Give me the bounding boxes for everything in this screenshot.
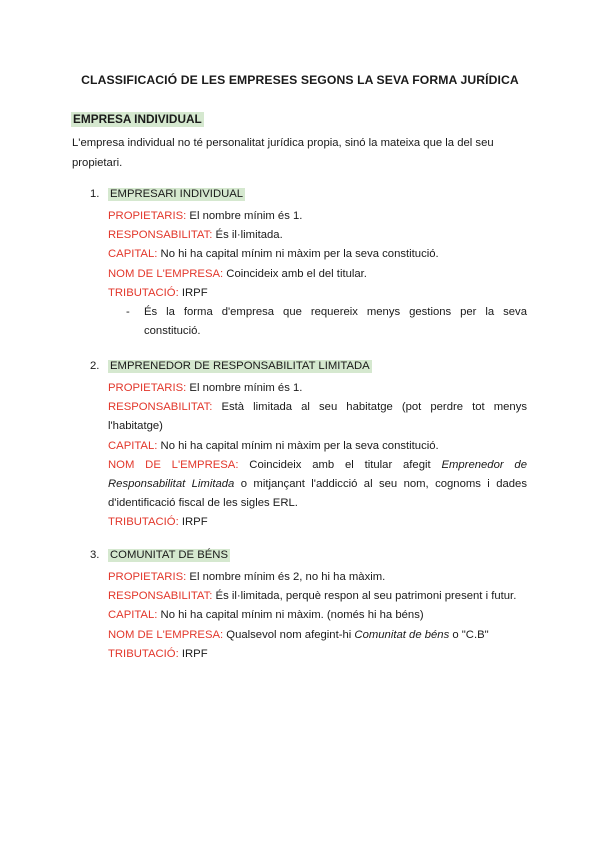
nom-empresa-value: Coincideix amb el del titular. xyxy=(223,267,367,280)
nom-empresa-line xyxy=(108,265,527,284)
sub-bullet xyxy=(126,303,527,341)
section-intro: L'empresa individual no té personalitat jurídica propia, sinó la mateixa que la del seu propietari. xyxy=(72,137,494,169)
responsabilitat-label: RESPONSABILITAT: xyxy=(108,401,213,414)
responsabilitat-label: RESPONSABILITAT: xyxy=(108,229,213,242)
tributacio-label: TRIBUTACIÓ: xyxy=(108,286,179,299)
item-heading: EMPRESARI INDIVIDUAL xyxy=(110,188,244,200)
item-heading: COMUNITAT DE BÉNS xyxy=(110,549,228,561)
item-body xyxy=(108,207,527,341)
nom-empresa-value-a: Coincideix amb el titular afegit xyxy=(238,458,442,471)
nom-empresa-label: NOM DE L'EMPRESA: xyxy=(108,628,224,641)
propietaris-value: El nombre mínim és 1. xyxy=(186,210,303,222)
sub-bullet-text: És la forma d'empresa que requereix menys gestions per la seva constitució. xyxy=(144,306,527,338)
dash-bullet: - xyxy=(126,306,130,319)
capital-label: CAPITAL: xyxy=(108,609,158,622)
responsabilitat-line xyxy=(108,587,527,606)
propietaris-value: El nombre mínim és 1. xyxy=(186,382,303,394)
nom-empresa-italic: Emprenedor de Responsabilitat Limitada xyxy=(108,458,527,491)
responsabilitat-label: RESPONSABILITAT: xyxy=(108,590,213,603)
responsabilitat-value: És il·limitada, perquè respon al seu patrimoni present i futur. xyxy=(212,590,517,603)
nom-empresa-label: NOM DE L'EMPRESA: xyxy=(108,267,224,280)
capital-line xyxy=(108,437,527,456)
propietaris-line xyxy=(108,568,527,587)
capital-value: No hi ha capital mínim ni màxim per la seva constitució. xyxy=(157,439,439,452)
tributacio-value: IRPF xyxy=(178,647,208,660)
list-number: 3. xyxy=(90,549,100,561)
propietaris-value: El nombre mínim és 2, no hi ha màxim. xyxy=(186,571,386,583)
nom-empresa-line xyxy=(108,626,527,645)
page-title: CLASSIFICACIÓ DE LES EMPRESES SEGONS LA SEVA FORMA JURÍDICA xyxy=(81,73,519,87)
tributacio-line xyxy=(108,513,527,532)
tributacio-value: IRPF xyxy=(178,286,208,299)
propietaris-line xyxy=(108,207,527,226)
nom-empresa-line xyxy=(108,456,527,514)
propietaris-label: PROPIETARIS: xyxy=(108,571,187,583)
nom-empresa-italic: Comunitat de béns xyxy=(354,628,450,641)
capital-line xyxy=(108,245,527,264)
nom-empresa-value-b: o "C.B" xyxy=(449,628,489,641)
section-heading xyxy=(71,112,204,126)
responsabilitat-value: És il·limitada. xyxy=(212,229,283,242)
tributacio-line xyxy=(108,645,527,664)
propietaris-label: PROPIETARIS: xyxy=(108,210,187,222)
propietaris-line xyxy=(108,379,527,398)
list-number: 1. xyxy=(90,188,100,200)
responsabilitat-line xyxy=(108,398,527,436)
tributacio-line xyxy=(108,284,527,303)
list-number: 2. xyxy=(90,360,100,372)
tributacio-label: TRIBUTACIÓ: xyxy=(108,516,179,529)
capital-value: No hi ha capital mínim ni màxim per la seva constitució. xyxy=(157,248,439,261)
capital-line xyxy=(108,606,527,625)
propietaris-label: PROPIETARIS: xyxy=(108,382,187,394)
tributacio-label: TRIBUTACIÓ: xyxy=(108,647,179,660)
section-heading-text: EMPRESA INDIVIDUAL xyxy=(73,112,202,126)
capital-label: CAPITAL: xyxy=(108,248,158,261)
capital-value: No hi ha capital mínim ni màxim. (només hi ha béns) xyxy=(157,609,424,622)
nom-empresa-label: NOM DE L'EMPRESA: xyxy=(108,458,239,471)
nom-empresa-value-a: Qualsevol nom afegint-hi xyxy=(223,628,355,641)
tributacio-value: IRPF xyxy=(178,516,208,529)
item-heading: EMPRENEDOR DE RESPONSABILITAT LIMITADA xyxy=(110,360,370,372)
nom-empresa-value-b: o mitjançant l'addicció al seu nom, cognoms i dades d'identificació fiscal de les sigles ERL. xyxy=(108,478,527,510)
responsabilitat-line xyxy=(108,226,527,245)
responsabilitat-value: Està limitada al seu habitatge (pot perdre tot menys l'habitatge) xyxy=(108,401,527,433)
item-body xyxy=(108,568,527,664)
capital-label: CAPITAL: xyxy=(108,439,158,452)
item-body xyxy=(108,379,527,533)
